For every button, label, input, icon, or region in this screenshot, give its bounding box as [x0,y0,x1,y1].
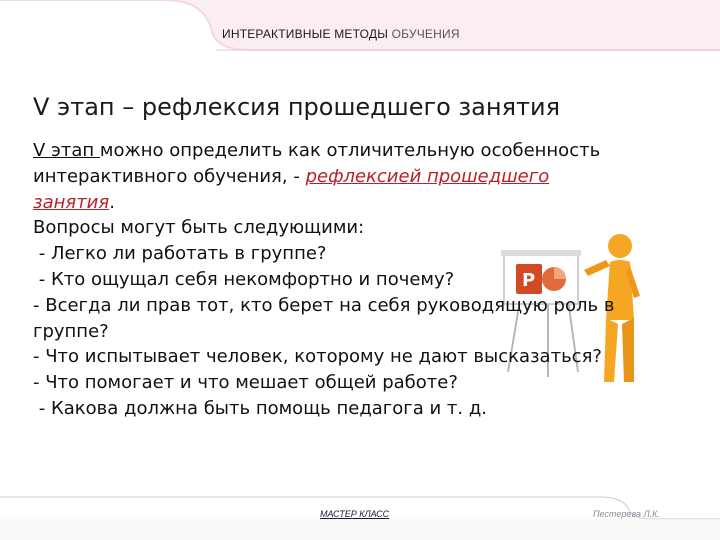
header-band [0,0,720,50]
body-fragment: . [109,191,115,213]
highlight-link-cont: занятия [33,191,110,213]
question-item: - Что помогает и что мешает общей работе? [33,372,458,394]
body-line [33,190,673,216]
slide-title: V этап – рефлексия прошедшего занятия [33,93,561,121]
question-item: группе? [33,320,109,342]
body-fragment: интерактивного обучения, - [33,165,306,187]
question-item: - Легко ли работать в группе? [33,243,327,265]
question-item: - Всегда ли прав тот, кто берет на себя руководящую роль в [33,294,615,316]
stage-label: V этап [33,140,100,161]
body-fragment: можно определить как отличительную особенность [99,140,601,161]
header-title-part2: ОБУЧЕНИЯ [391,27,460,41]
body-text [33,138,673,422]
header-title [222,27,460,41]
footer-label: МАСТЕР КЛАСС [320,509,390,519]
header-title-part1: ИНТЕРАКТИВНЫЕ МЕТОДЫ [222,27,389,41]
body-line [33,164,673,190]
questions-intro: Вопросы могут быть следующими: [33,217,365,239]
footer-author: Пестерева Л.К. [593,509,660,519]
highlight-link: рефлексией прошедшего [305,165,550,187]
body-line [33,138,673,164]
svg-text:P: P [522,270,536,291]
question-item: - Что испытывает человек, которому не дают высказаться? [33,346,602,368]
question-item: - Какова должна быть помощь педагога и т. д. [33,397,487,419]
question-item: - Кто ощущал себя некомфортно и почему? [33,268,455,290]
